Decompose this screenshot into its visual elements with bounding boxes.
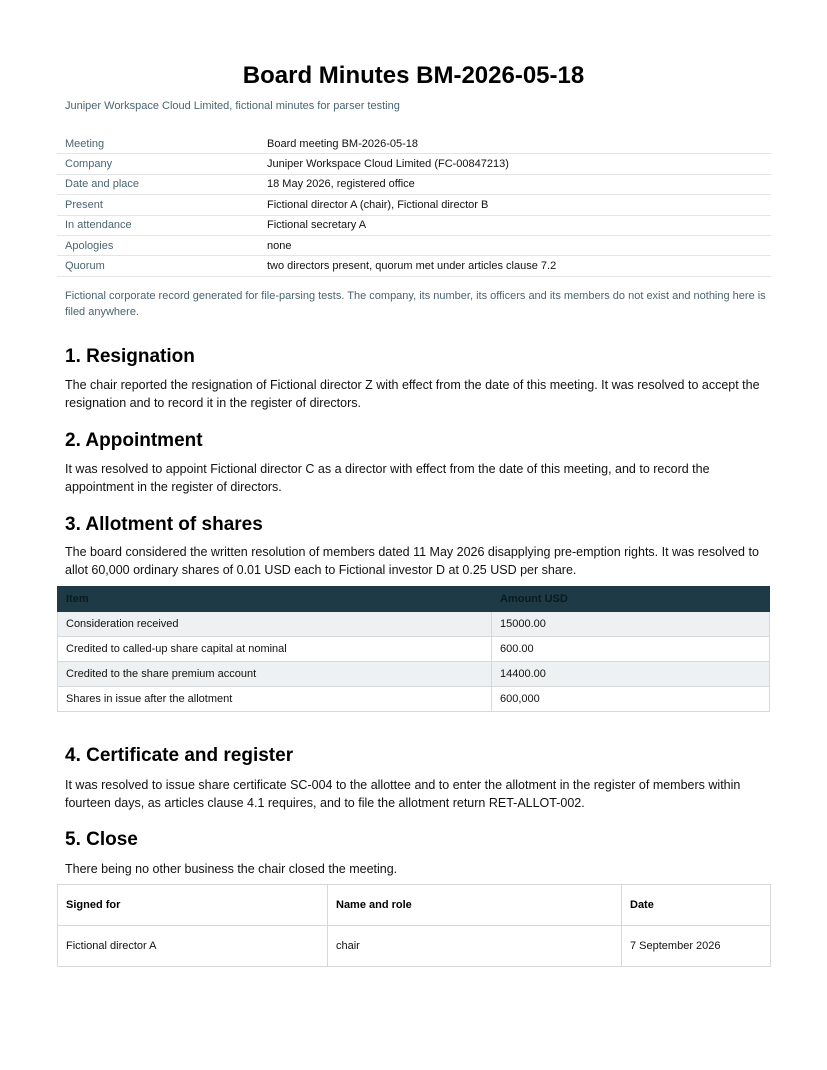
table-row — [57, 256, 771, 276]
table-cell: Credited to the share premium account — [58, 662, 492, 687]
meta-key: Present — [57, 195, 259, 215]
column-header-name-role: Name and role — [328, 885, 622, 926]
section-body-resignation: The chair reported the resignation of Fictional director Z with effect from the date of this meeting. It was resolved to accept the resignation and to record it in the register of directors. — [65, 378, 760, 410]
table-cell: Consideration received — [58, 612, 492, 637]
meta-value: Fictional secretary A — [259, 215, 771, 235]
section-body-appointment: It was resolved to appoint Fictional director C as a director with effect from the date of this meeting, and to record the appointment in the register of directors. — [65, 462, 710, 494]
section-heading-close: 5. Close — [65, 829, 138, 850]
section-heading-resignation: 1. Resignation — [65, 346, 195, 367]
table-cell: 7 September 2026 — [622, 926, 771, 967]
meta-key: Date and place — [57, 174, 259, 194]
table-row — [57, 154, 771, 174]
meta-key: Quorum — [57, 256, 259, 276]
section-body-close: There being no other business the chair closed the meeting. — [65, 862, 398, 876]
signature-table — [57, 884, 771, 967]
table-cell: chair — [328, 926, 622, 967]
column-header-signed-for: Signed for — [58, 885, 328, 926]
table-header-row — [58, 885, 771, 926]
table-row — [58, 612, 770, 637]
section-heading-certificate: 4. Certificate and register — [65, 745, 294, 766]
allotment-table — [57, 586, 770, 712]
table-cell: Fictional director A — [58, 926, 328, 967]
meta-value: Fictional director A (chair), Fictional director B — [259, 195, 771, 215]
column-header-date: Date — [622, 885, 771, 926]
meta-value: two directors present, quorum met under articles clause 7.2 — [259, 256, 771, 276]
table-row — [58, 662, 770, 687]
page-subtitle: Juniper Workspace Cloud Limited, fictional minutes for parser testing — [65, 100, 400, 112]
meta-key: Apologies — [57, 235, 259, 255]
table-row — [57, 174, 771, 194]
table-cell: Credited to called-up share capital at nominal — [58, 637, 492, 662]
meta-value: none — [259, 235, 771, 255]
page-title: Board Minutes BM-2026-05-18 — [242, 62, 585, 89]
meeting-details-table — [57, 134, 771, 277]
meta-value: 18 May 2026, registered office — [259, 174, 771, 194]
table-cell: 600.00 — [492, 637, 770, 662]
table-cell: 15000.00 — [492, 612, 770, 637]
table-header-row — [58, 587, 770, 612]
section-body-allotment: The board considered the written resolution of members dated 11 May 2026 disapplying pre-emption rights. It was resolved to allot 60,000 ordinary shares of 0.01 USD each to Fictional investor D at 0.25 USD per share. — [65, 545, 759, 577]
meta-key: In attendance — [57, 215, 259, 235]
table-row — [58, 687, 770, 712]
table-row — [57, 235, 771, 255]
table-row — [57, 134, 771, 154]
table-row — [57, 215, 771, 235]
disclaimer-note: Fictional corporate record generated for file-parsing tests. The company, its number, its officers and its members do not exist and nothing here is filed anywhere. — [65, 290, 766, 318]
table-cell: Shares in issue after the allotment — [58, 687, 492, 712]
table-row — [57, 195, 771, 215]
meta-value: Board meeting BM-2026-05-18 — [259, 134, 771, 154]
column-header-amount: Amount USD — [492, 587, 770, 612]
section-heading-allotment: 3. Allotment of shares — [65, 514, 263, 535]
section-body-certificate: It was resolved to issue share certificate SC-004 to the allottee and to enter the allotment in the register of members within fourteen days, as articles clause 4.1 requires, and to file the allotment return RET-ALLOT-002. — [65, 778, 741, 810]
table-cell: 14400.00 — [492, 662, 770, 687]
section-heading-appointment: 2. Appointment — [65, 430, 203, 451]
meta-key: Company — [57, 154, 259, 174]
meta-key: Meeting — [57, 134, 259, 154]
table-cell: 600,000 — [492, 687, 770, 712]
table-row — [58, 637, 770, 662]
meta-value: Juniper Workspace Cloud Limited (FC-00847213) — [259, 154, 771, 174]
table-row — [58, 926, 771, 967]
column-header-item: Item — [58, 587, 492, 612]
